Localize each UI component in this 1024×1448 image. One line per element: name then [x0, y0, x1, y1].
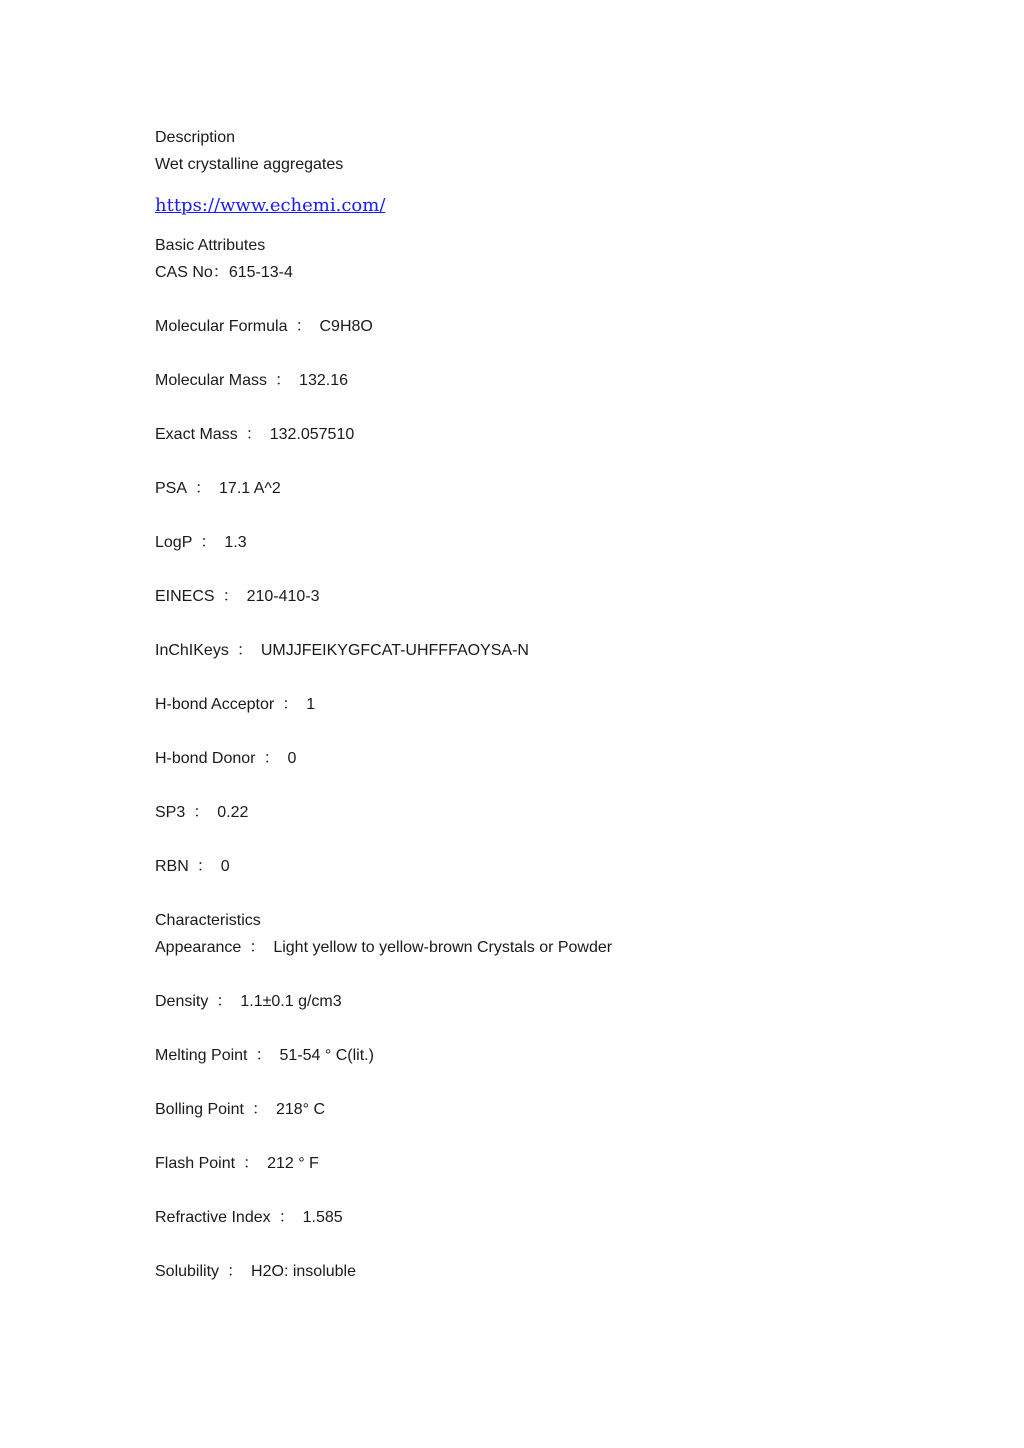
characteristic-label: Density: [155, 993, 209, 1010]
characteristic-row: [155, 1204, 915, 1231]
basic-attribute-row: [155, 745, 915, 772]
basic-attribute-value: 1.3: [224, 534, 247, 551]
basic-attribute-separator: ：: [200, 534, 217, 551]
basic-attribute-separator: ：: [282, 696, 299, 713]
characteristic-row: [155, 1096, 915, 1123]
basic-attribute-row: [155, 421, 915, 448]
basic-attribute-row: [155, 799, 915, 826]
description-text: Wet crystalline aggregates: [155, 156, 344, 173]
basic-attribute-separator: ：: [263, 750, 280, 767]
basic-attribute-label: PSA: [155, 480, 188, 497]
characteristic-label: Flash Point: [155, 1155, 236, 1172]
basic-attribute-separator: ：: [196, 858, 213, 875]
basic-attribute-row: [155, 853, 915, 880]
basic-attribute-row: [155, 313, 915, 340]
basic-attribute-value: 1: [306, 696, 316, 713]
characteristic-label: Bolling Point: [155, 1101, 244, 1118]
basic-attribute-separator: ：: [275, 372, 292, 389]
characteristic-value: Light yellow to yellow-brown Crystals or Powder: [273, 939, 613, 956]
basic-attribute-label: Molecular Mass: [155, 372, 268, 389]
characteristics-heading: Characteristics: [155, 912, 261, 929]
basic-attribute-value: UMJJFEIKYGFCAT-UHFFFAOYSA-N: [260, 642, 529, 659]
basic-attribute-label: LogP: [155, 534, 193, 551]
characteristic-separator: ：: [249, 939, 266, 956]
characteristic-row: [155, 988, 915, 1015]
basic-attribute-row: [155, 367, 915, 394]
basic-attribute-value: 0: [220, 858, 230, 875]
basic-attribute-value: 132.16: [299, 372, 348, 389]
characteristic-value: 51-54 ° C(lit.): [279, 1047, 374, 1064]
basic-attribute-label: InChIKeys: [155, 642, 229, 659]
basic-attributes-list: [155, 286, 915, 880]
basic-attribute-row: [155, 583, 915, 610]
basic-attribute-label: H-bond Acceptor: [155, 696, 275, 713]
basic-attribute-row: [155, 637, 915, 664]
cas-row: [155, 259, 915, 286]
basic-attribute-value: 210-410-3: [246, 588, 320, 605]
basic-attribute-label: EINECS: [155, 588, 215, 605]
characteristic-separator: ：: [227, 1263, 244, 1280]
basic-attributes-heading: Basic Attributes: [155, 237, 266, 254]
characteristic-separator: ：: [278, 1209, 295, 1226]
description-heading: Description: [155, 129, 236, 146]
characteristic-value: 218° C: [275, 1101, 326, 1118]
characteristic-label: Refractive Index: [155, 1209, 271, 1226]
basic-attribute-separator: ：: [236, 642, 253, 659]
basic-attribute-value: 0.22: [217, 804, 249, 821]
basic-attribute-separator: ：: [295, 318, 312, 335]
basic-attribute-row: [155, 529, 915, 556]
characteristic-label: Melting Point: [155, 1047, 248, 1064]
characteristic-value: 212 ° F: [267, 1155, 319, 1172]
characteristic-row: [155, 1258, 915, 1285]
basic-attribute-value: 17.1 A^2: [219, 480, 281, 497]
basic-attribute-label: Exact Mass: [155, 426, 238, 443]
basic-attribute-value: 0: [287, 750, 297, 767]
characteristic-label: Appearance: [155, 939, 242, 956]
basic-attribute-separator: ：: [222, 588, 239, 605]
basic-attribute-row: [155, 475, 915, 502]
characteristic-value: H2O: insoluble: [251, 1263, 356, 1280]
characteristic-value: 1.585: [302, 1209, 343, 1226]
characteristic-label: Solubility: [155, 1263, 220, 1280]
basic-attribute-separator: ：: [195, 480, 212, 497]
characteristic-row: [155, 1042, 915, 1069]
basic-attribute-separator: ：: [193, 804, 210, 821]
characteristic-row: [155, 934, 915, 961]
characteristic-separator: ：: [251, 1101, 268, 1118]
characteristic-value: 1.1±0.1 g/cm3: [240, 993, 342, 1010]
basic-attribute-value: C9H8O: [319, 318, 373, 335]
characteristic-separator: ：: [216, 993, 233, 1010]
basic-attribute-row: [155, 691, 915, 718]
basic-attribute-label: RBN: [155, 858, 189, 875]
cas-value: 615-13-4: [228, 264, 293, 281]
basic-attribute-label: Molecular Formula: [155, 318, 288, 335]
basic-attribute-separator: ：: [245, 426, 262, 443]
characteristic-row: [155, 1150, 915, 1177]
characteristic-separator: ：: [255, 1047, 272, 1064]
cas-label: CAS No：: [155, 264, 229, 281]
document-page: [155, 124, 915, 1285]
basic-attribute-label: SP3: [155, 804, 186, 821]
basic-attribute-label: H-bond Donor: [155, 750, 256, 767]
characteristic-separator: ：: [243, 1155, 260, 1172]
echemi-link[interactable]: https://www.echemi.com/: [155, 195, 386, 216]
characteristics-list: [155, 934, 915, 1285]
basic-attribute-value: 132.057510: [269, 426, 355, 443]
